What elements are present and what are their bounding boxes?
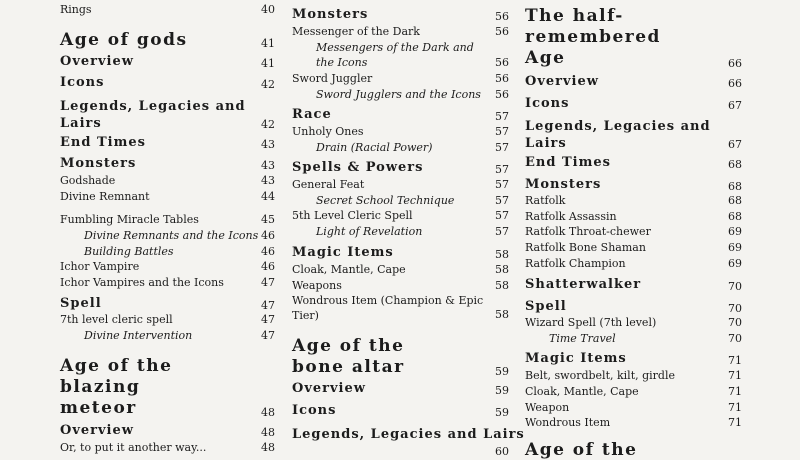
toc-entry-page: 71: [728, 416, 742, 429]
toc-section-page: 59: [495, 406, 509, 419]
toc-section-title: Icons: [292, 403, 337, 418]
toc-section-page: 68: [728, 180, 742, 193]
toc-section-heading[interactable]: [525, 351, 742, 367]
toc-entry-title: Ratfolk Assassin: [525, 210, 617, 223]
toc-chapter-title: Age of the: [525, 440, 638, 460]
toc-chapter-page: 59: [495, 365, 509, 378]
toc-section-heading[interactable]: [60, 54, 275, 70]
toc-entry[interactable]: [60, 3, 275, 16]
toc-entry-page: 69: [728, 257, 742, 270]
toc-entry[interactable]: [60, 260, 275, 273]
toc-subentry-title: the Icons: [316, 56, 368, 69]
toc-entry-page: 69: [728, 241, 742, 254]
toc-section-title: Shatterwalker: [525, 277, 642, 292]
toc-section-heading[interactable]: [292, 403, 509, 419]
toc-subentry-title: Divine Intervention: [84, 329, 193, 342]
toc-entry[interactable]: [525, 385, 742, 398]
toc-entry-page: 47: [261, 276, 275, 289]
toc-section-heading[interactable]: [292, 245, 509, 261]
toc-subentry-page: 70: [728, 332, 742, 345]
toc-chapter-heading[interactable]: [60, 356, 275, 420]
toc-entry-title: Godshade: [60, 174, 116, 187]
toc-entry-page: 56: [495, 72, 509, 85]
toc-section-heading[interactable]: [60, 75, 275, 91]
toc-section-title: Spell: [525, 299, 567, 314]
toc-chapter-page: 66: [728, 57, 742, 70]
toc-section-title: Overview: [525, 74, 599, 89]
toc-chapter-heading[interactable]: [525, 440, 742, 460]
toc-section-title: Legends, Legacies and Lairs: [60, 99, 246, 131]
toc-chapter-page: 48: [261, 406, 275, 419]
toc-subentry-title: Divine Remnants and the Icons: [84, 229, 259, 242]
toc-entry-title: Ratfolk Bone Shaman: [525, 241, 646, 254]
toc-entry-title: Ichor Vampires and the Icons: [60, 276, 224, 289]
toc-entry[interactable]: [525, 416, 742, 429]
toc-section-heading[interactable]: [60, 98, 275, 132]
toc-entry-title: Weapon: [525, 401, 570, 414]
toc-section-page: 57: [495, 163, 509, 176]
toc-entry-title: Wondrous Item: [525, 416, 611, 429]
toc-subentry[interactable]: [292, 194, 509, 207]
toc-subentry-page: 47: [261, 329, 275, 342]
toc-entry-page: 68: [728, 194, 742, 207]
toc-section-title: Overview: [60, 423, 134, 438]
toc-section-heading[interactable]: [60, 423, 275, 439]
toc-section-heading[interactable]: [60, 296, 275, 312]
toc-section-heading[interactable]: [525, 299, 742, 315]
toc-entry-title: 5th Level Cleric Spell: [292, 209, 413, 222]
toc-entry[interactable]: [60, 190, 275, 203]
toc-section-heading[interactable]: [525, 155, 742, 171]
toc-section-heading[interactable]: [292, 427, 525, 458]
toc-entry-page: 57: [495, 209, 509, 222]
toc-chapter-heading[interactable]: [60, 30, 275, 52]
toc-entry-page: 71: [728, 385, 742, 398]
toc-section-title: Monsters: [525, 177, 602, 192]
toc-section-heading[interactable]: [525, 118, 742, 152]
toc-subentry-page: 57: [495, 225, 509, 238]
toc-section-title: Spell: [60, 296, 102, 311]
toc-section-title: Monsters: [60, 156, 137, 171]
toc-section-heading[interactable]: [525, 177, 742, 193]
toc-subentry[interactable]: [525, 332, 742, 345]
toc-subentry-title: Building Battles: [84, 245, 174, 258]
toc-subentry-title: Secret School Technique: [316, 194, 455, 207]
toc-subentry-title: Sword Jugglers and the Icons: [316, 88, 481, 101]
toc-section-page: 70: [728, 280, 742, 293]
toc-entry-title: Rings: [60, 3, 92, 16]
toc-subentry[interactable]: [60, 329, 275, 342]
toc-section-heading[interactable]: [292, 381, 509, 397]
toc-section-page: 57: [495, 110, 509, 123]
toc-subentry-page: 56: [495, 56, 509, 69]
toc-section-page: 41: [261, 57, 275, 70]
toc-entry[interactable]: [525, 241, 742, 254]
toc-section-page: 71: [728, 354, 742, 367]
toc-entry[interactable]: [60, 313, 275, 326]
toc-chapter-title: Age of the bone altar: [292, 336, 405, 377]
toc-section-title: Spells & Powers: [292, 160, 424, 175]
toc-entry-title: Ratfolk Champion: [525, 257, 626, 270]
toc-entry-page: 58: [495, 279, 509, 292]
toc-section-heading[interactable]: [525, 74, 742, 90]
toc-section-heading[interactable]: [292, 107, 509, 123]
toc-section-title: Icons: [525, 96, 570, 111]
toc-section-title: End Times: [525, 155, 611, 170]
toc-subentry-page: 46: [261, 229, 275, 242]
toc-chapter-title: Age of the blazing meteor: [60, 356, 173, 418]
toc-entry-page: 48: [261, 441, 275, 454]
toc-entry-title: Wizard Spell (7th level): [525, 316, 657, 329]
toc-subentry-title: Time Travel: [549, 332, 616, 345]
toc-section-page: 67: [728, 138, 742, 151]
toc-entry-page: 47: [261, 313, 275, 326]
toc-entry[interactable]: [60, 276, 275, 289]
toc-section-page: 56: [495, 10, 509, 23]
toc-entry-page: 44: [261, 190, 275, 203]
toc-entry-title: Ratfolk: [525, 194, 566, 207]
toc-section-page: 42: [261, 118, 275, 131]
toc-entry-title: 7th level cleric spell: [60, 313, 173, 326]
toc-entry[interactable]: [525, 316, 742, 329]
toc-section-heading[interactable]: [60, 135, 275, 151]
toc-section-page: 42: [261, 78, 275, 91]
toc-subentry-page: 56: [495, 88, 509, 101]
toc-entry-page: 57: [495, 178, 509, 191]
toc-entry-title: Weapons: [292, 279, 342, 292]
toc-section-title: Overview: [60, 54, 134, 69]
toc-subentry[interactable]: [292, 141, 509, 154]
toc-section-page: 48: [261, 426, 275, 439]
toc-section-page: 70: [728, 302, 742, 315]
toc-entry-title: Sword Juggler: [292, 72, 373, 85]
toc-entry-page: 71: [728, 369, 742, 382]
toc-entry-page: 69: [728, 225, 742, 238]
toc-entry[interactable]: [292, 25, 509, 38]
toc-section-title: Legends, Legacies and Lairs: [292, 427, 525, 442]
toc-entry[interactable]: [525, 194, 742, 207]
toc-subentry[interactable]: [60, 229, 275, 242]
toc-entry-title: Cloak, Mantle, Cape: [525, 385, 639, 398]
toc-chapter-title: The half-remembered Age: [525, 6, 661, 68]
toc-section-title: Legends, Legacies and Lairs: [525, 119, 711, 151]
toc-section-page: 68: [728, 158, 742, 171]
toc-subentry[interactable]: [292, 88, 509, 101]
toc-entry-title: Wondrous Item (Champion & Epic Tier): [292, 294, 484, 322]
toc-subentry[interactable]: [292, 41, 509, 54]
toc-section-title: Race: [292, 107, 332, 122]
toc-subentry-page: 46: [261, 245, 275, 258]
toc-section-heading[interactable]: [292, 7, 509, 23]
toc-entry-page: 56: [495, 25, 509, 38]
toc-section-page: 59: [495, 384, 509, 397]
toc-entry[interactable]: [525, 401, 742, 414]
toc-section-page: 43: [261, 159, 275, 172]
toc-subentry[interactable]: [292, 225, 509, 238]
toc-subentry[interactable]: [292, 56, 509, 69]
toc-subentry-title: Messengers of the Dark and: [316, 41, 474, 54]
toc-section-page: 67: [728, 99, 742, 112]
toc-section-title: Monsters: [292, 7, 369, 22]
toc-entry-page: 71: [728, 401, 742, 414]
toc-section-page: 60: [495, 445, 509, 458]
toc-entry[interactable]: [525, 210, 742, 223]
toc-section-heading[interactable]: [525, 96, 742, 112]
toc-entry[interactable]: [292, 178, 509, 191]
toc-subentry-title: Light of Revelation: [316, 225, 423, 238]
toc-entry[interactable]: [525, 257, 742, 270]
toc-entry-title: Ichor Vampire: [60, 260, 140, 273]
toc-entry[interactable]: [292, 209, 509, 222]
toc-section-heading[interactable]: [525, 277, 742, 293]
toc-entry[interactable]: [292, 279, 509, 292]
toc-entry-page: 45: [261, 213, 275, 226]
toc-entry[interactable]: [292, 293, 509, 323]
toc-entry[interactable]: [525, 369, 742, 382]
toc-entry-title: Messenger of the Dark: [292, 25, 420, 38]
toc-entry-page: 70: [728, 316, 742, 329]
toc-subentry-page: 57: [495, 194, 509, 207]
toc-section-title: End Times: [60, 135, 146, 150]
toc-entry-page: 58: [495, 263, 509, 276]
toc-entry-title: Cloak, Mantle, Cape: [292, 263, 406, 276]
toc-entry[interactable]: [525, 225, 742, 238]
toc-section-page: 43: [261, 138, 275, 151]
toc-section-page: 66: [728, 77, 742, 90]
toc-entry[interactable]: [60, 213, 275, 226]
toc-entry-title: Belt, swordbelt, kilt, girdle: [525, 369, 675, 382]
toc-chapter-page: 41: [261, 37, 275, 50]
toc-section-title: Magic Items: [525, 351, 627, 366]
toc-chapter-heading[interactable]: [292, 336, 509, 380]
toc-entry[interactable]: [292, 125, 509, 138]
toc-section-title: Overview: [292, 381, 366, 396]
toc-entry-page: 58: [495, 308, 509, 321]
toc-entry-page: 57: [495, 125, 509, 138]
toc-section-heading[interactable]: [292, 160, 509, 176]
toc-entry[interactable]: [60, 441, 275, 454]
toc-entry-page: 43: [261, 174, 275, 187]
toc-entry-page: 68: [728, 210, 742, 223]
toc-entry[interactable]: [292, 72, 509, 85]
toc-chapter-heading[interactable]: [525, 6, 742, 70]
toc-entry-page: 40: [261, 3, 275, 16]
toc-section-page: 47: [261, 299, 275, 312]
toc-entry-title: Ratfolk Throat-chewer: [525, 225, 651, 238]
toc-section-page: 58: [495, 248, 509, 261]
toc-entry-title: General Feat: [292, 178, 365, 191]
toc-subentry-page: 57: [495, 141, 509, 154]
toc-subentry[interactable]: [60, 245, 275, 258]
toc-subentry-title: Drain (Racial Power): [316, 141, 433, 154]
toc-entry-title: Fumbling Miracle Tables: [60, 213, 199, 226]
toc-section-title: Icons: [60, 75, 105, 90]
toc-chapter-title: Age of gods: [60, 30, 188, 50]
toc-entry[interactable]: [292, 263, 509, 276]
toc-entry-title: Unholy Ones: [292, 125, 364, 138]
toc-entry-title: Divine Remnant: [60, 190, 150, 203]
toc-section-heading[interactable]: [60, 156, 275, 172]
toc-section-title: Magic Items: [292, 245, 394, 260]
toc-entry-page: 46: [261, 260, 275, 273]
toc-entry[interactable]: [60, 174, 275, 187]
toc-entry-title: Or, to put it another way...: [60, 441, 207, 454]
